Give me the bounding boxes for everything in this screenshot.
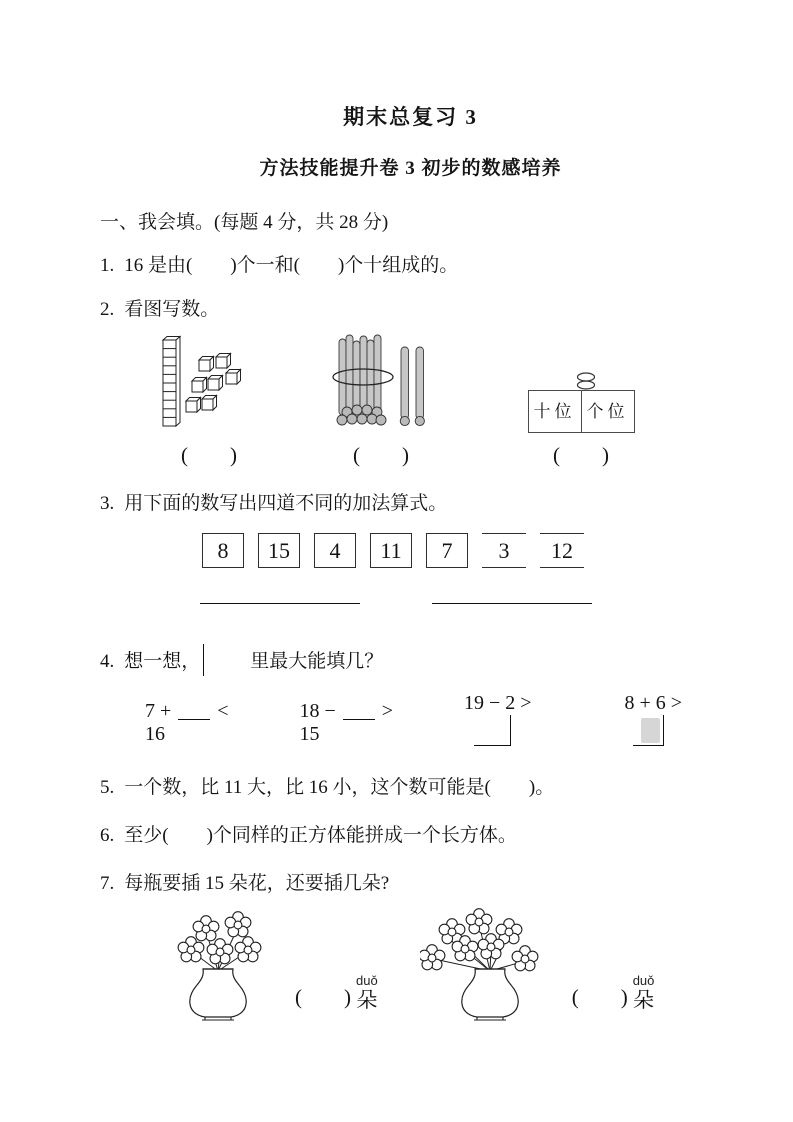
base-ten-cubes-figure xyxy=(155,331,263,469)
answer-paren: ( ) xyxy=(181,443,237,467)
question-7-number: 7. xyxy=(100,873,115,894)
question-5-number: 5. xyxy=(100,777,115,798)
expression-left: 8 + 6 > xyxy=(624,692,683,714)
answer-paren: ( ) xyxy=(571,985,628,1009)
answer-line xyxy=(432,602,592,604)
smudge-mark xyxy=(641,718,660,743)
number-card-row xyxy=(202,533,721,568)
inequality-item xyxy=(464,692,579,746)
question-1-text: 16 是由( )个一和( )个十组成的。 xyxy=(124,255,459,276)
answer-paren: ( ) xyxy=(295,985,351,1009)
unit-with-pinyin xyxy=(633,974,655,1011)
number-box: 15 xyxy=(258,533,300,568)
question-6 xyxy=(100,820,721,847)
question-7 xyxy=(100,868,721,895)
page-title: 期末总复习 3 xyxy=(343,105,478,129)
number-box: 12 xyxy=(540,533,584,568)
expression-left: 18 − xyxy=(299,700,336,722)
flower-vase-figure xyxy=(158,907,283,1025)
number-box: 3 xyxy=(482,533,526,568)
flower-vase-figure xyxy=(420,907,560,1025)
question-6-text: 至少( )个同样的正方体能拼成一个长方体。 xyxy=(124,825,517,846)
unit-label: 朵 xyxy=(633,987,655,1012)
pinyin-label: duǒ xyxy=(356,972,378,988)
answer-lines xyxy=(200,602,721,604)
expression-right: < 16 xyxy=(145,700,229,745)
question-3 xyxy=(100,488,721,515)
fill-blank xyxy=(633,715,664,746)
question-4-text-before: 想一想， xyxy=(124,651,201,672)
pinyin-label: duǒ xyxy=(632,972,655,988)
sticks-icon xyxy=(325,333,437,433)
expression-left: 7 + xyxy=(145,700,172,722)
number-box: 11 xyxy=(370,533,412,568)
question-3-number: 3. xyxy=(100,493,115,514)
number-box: 4 xyxy=(314,533,356,568)
expression-left: 19 − 2 > xyxy=(464,692,532,714)
question-4-text-after: 里最大能填几？ xyxy=(250,651,384,672)
unit-label: 朵 xyxy=(356,987,378,1012)
place-value-chart-figure xyxy=(520,372,642,469)
section-heading: 一、我会填。(每题 4 分，共 28 分) xyxy=(100,212,389,233)
cube-tower-icon xyxy=(155,331,263,433)
question-1 xyxy=(100,250,721,277)
answer-line xyxy=(200,602,360,604)
inequality-row xyxy=(145,692,721,746)
number-box: 7 xyxy=(426,533,468,568)
question-7-text: 每瓶要插 15 朵花，还要插几朵? xyxy=(124,873,390,894)
question-7-figures xyxy=(158,907,721,1025)
empty-box xyxy=(203,644,250,676)
question-4-number: 4. xyxy=(100,651,115,672)
stick-bundle-figure xyxy=(325,333,437,469)
counter-beads-icon xyxy=(571,372,601,390)
question-2-text: 看图写数。 xyxy=(124,299,220,320)
question-2-figures xyxy=(155,331,721,469)
page-subtitle: 方法技能提升卷 3 初步的数感培养 xyxy=(259,158,562,179)
question-5 xyxy=(100,772,721,799)
question-6-number: 6. xyxy=(100,825,115,846)
answer-paren: ( ) xyxy=(553,443,609,467)
question-3-text: 用下面的数写出四道不同的加法算式。 xyxy=(124,493,448,514)
tens-place-label: 十位 xyxy=(529,391,582,432)
question-5-text: 一个数，比 11 大，比 16 小，这个数可能是( )。 xyxy=(124,777,555,798)
question-2-number: 2. xyxy=(100,299,115,320)
answer-paren: ( ) xyxy=(353,443,409,467)
fill-blank xyxy=(343,701,375,720)
inequality-item xyxy=(145,700,254,746)
fill-blank xyxy=(474,715,511,746)
inequality-item xyxy=(300,700,419,746)
unit-with-pinyin xyxy=(356,974,378,1011)
answer-unit xyxy=(572,974,655,1011)
question-2 xyxy=(100,294,721,321)
number-box: 8 xyxy=(202,533,244,568)
question-4 xyxy=(100,644,721,676)
question-1-number: 1. xyxy=(100,255,115,276)
place-value-table xyxy=(528,390,635,433)
ones-place-label: 个位 xyxy=(586,402,629,421)
inequality-item xyxy=(625,692,722,746)
expression-right: > 15 xyxy=(299,700,394,745)
fill-blank xyxy=(178,701,210,720)
answer-unit xyxy=(295,974,378,1011)
